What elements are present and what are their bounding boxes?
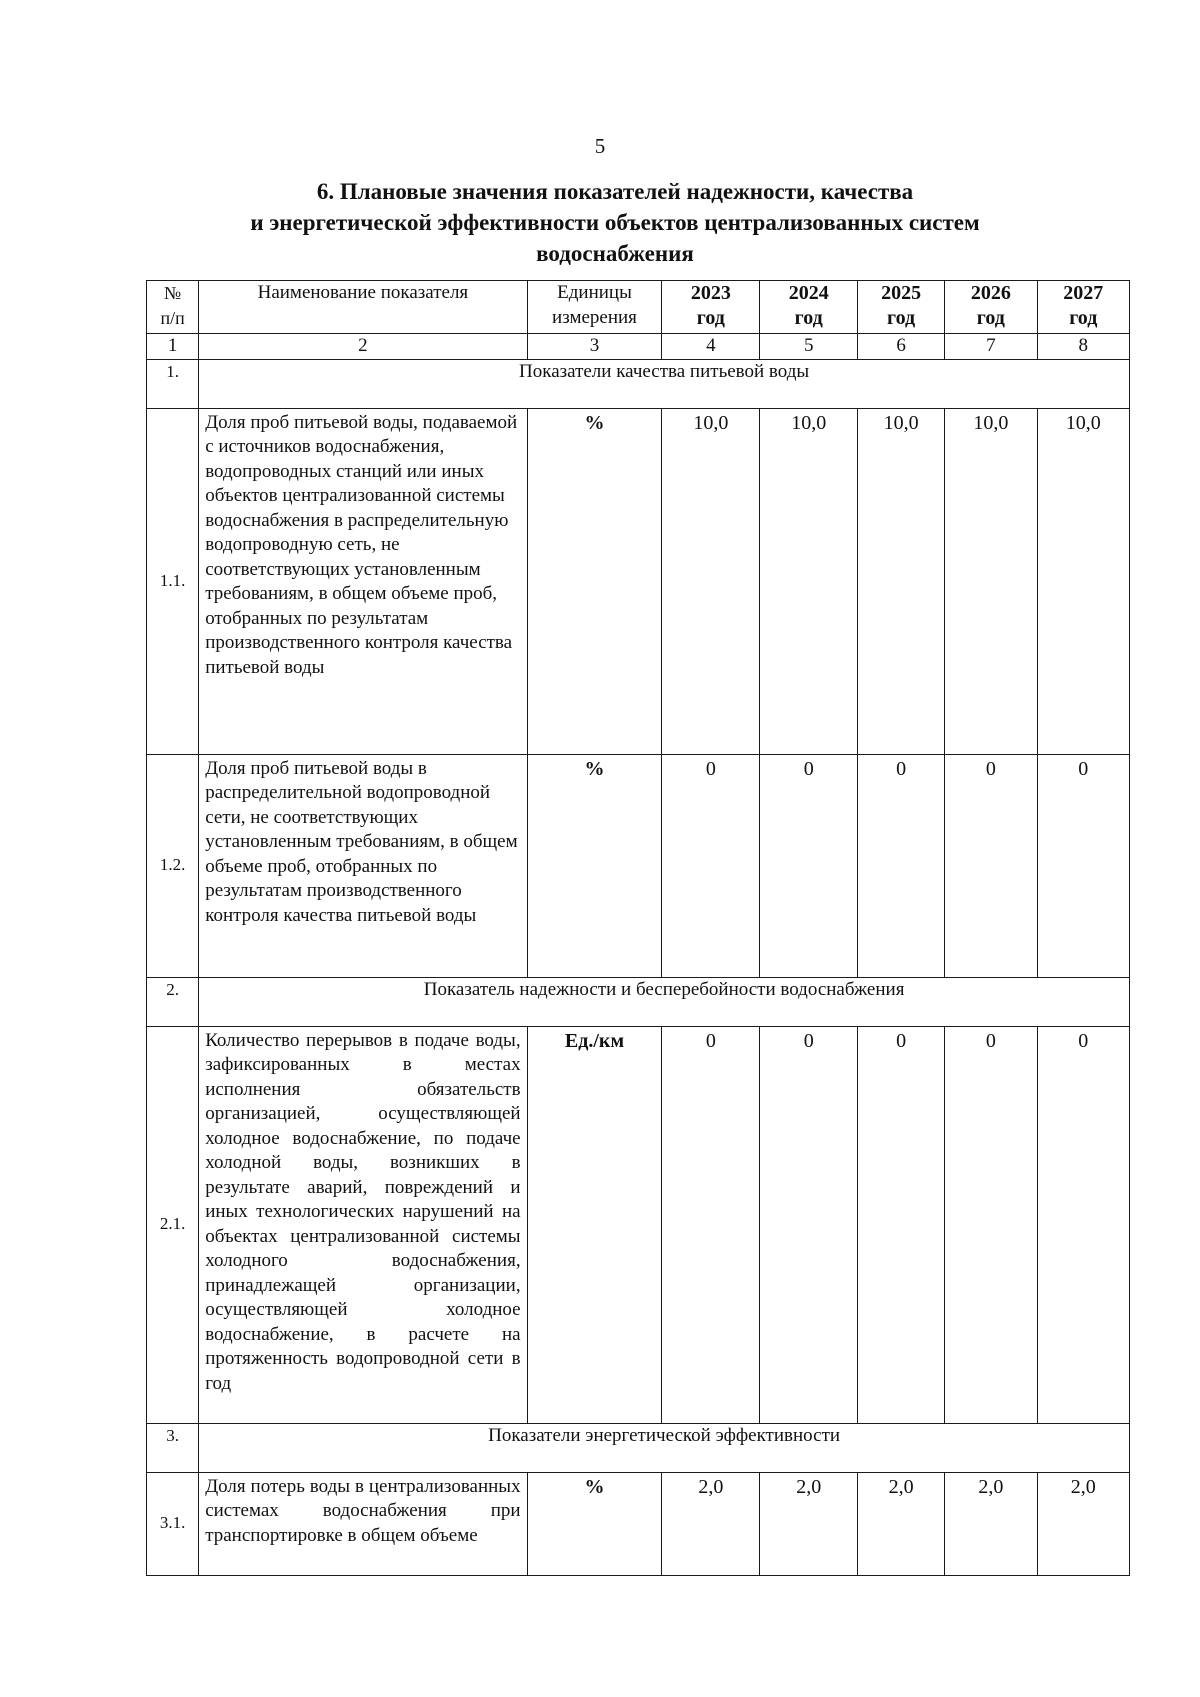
- title-line-3: водоснабжения: [536, 241, 694, 266]
- table-row: [147, 408, 1130, 754]
- indicator-name: Количество перерывов в подаче воды, зафиксированных в местах исполнения обязательств организацией, осуществляющей холодное водоснабжение, по подаче холодной воды, возникших в результате аварий, повреждений и иных технологических нарушений на объектах централизованной системы холодного водоснабжения, принадлежащей организации, осуществляющей холодное водоснабжение, в расчете на протяженность водопроводной сети в год: [199, 1026, 527, 1423]
- column-number: 4: [662, 334, 760, 360]
- indicators-table: [146, 280, 1130, 1576]
- value-2023: 10,0: [662, 408, 760, 754]
- value-2024: 2,0: [760, 1472, 858, 1575]
- table-row: [147, 1026, 1130, 1423]
- header-year-2025: 2025 год: [858, 281, 945, 334]
- value-2025: 0: [858, 1026, 945, 1423]
- value-2026: 2,0: [945, 1472, 1037, 1575]
- section-row: [147, 1423, 1130, 1472]
- section-row: [147, 977, 1130, 1026]
- indicator-unit: Ед./км: [527, 1026, 662, 1423]
- table-row: [147, 1472, 1130, 1575]
- section-number: 2.: [147, 977, 199, 1026]
- column-number: 3: [527, 334, 662, 360]
- indicator-unit: %: [527, 1472, 662, 1575]
- column-number: 2: [199, 334, 527, 360]
- value-2024: 0: [760, 1026, 858, 1423]
- indicator-name: Доля проб питьевой воды, подаваемой с источников водоснабжения, водопроводных станций или иных объектов централизованной системы водоснабжения в распределительную водопроводную сеть, не соответствующих установленным требованиям, в общем объеме проб, отобранных по результатам производственного контроля качества питьевой воды: [199, 408, 527, 754]
- title-line-1: 6. Плановые значения показателей надежности, качества: [316, 179, 914, 204]
- header-number: № п/п: [147, 281, 199, 334]
- value-2026: 0: [945, 1026, 1037, 1423]
- section-title: Показатели энергетической эффективности: [199, 1423, 1130, 1472]
- value-2023: 0: [662, 1026, 760, 1423]
- value-2026: 10,0: [945, 408, 1037, 754]
- value-2024: 0: [760, 754, 858, 977]
- value-2023: 0: [662, 754, 760, 977]
- header-name: Наименование показателя: [199, 281, 527, 334]
- section-number: 3.: [147, 1423, 199, 1472]
- indicator-unit: %: [527, 754, 662, 977]
- value-2027: 10,0: [1037, 408, 1129, 754]
- row-number: 1.1.: [147, 408, 199, 754]
- title-line-2: и энергетической эффективности объектов централизованных систем: [250, 210, 980, 235]
- value-2027: 2,0: [1037, 1472, 1129, 1575]
- row-number: 2.1.: [147, 1026, 199, 1423]
- document-title: [150, 176, 1080, 269]
- value-2027: 0: [1037, 1026, 1129, 1423]
- table-header-row: [147, 281, 1130, 334]
- column-number: 6: [858, 334, 945, 360]
- column-number: 1: [147, 334, 199, 360]
- indicator-name: Доля потерь воды в централизованных системах водоснабжения при транспортировке в общем объеме: [199, 1472, 527, 1575]
- value-2025: 2,0: [858, 1472, 945, 1575]
- value-2026: 0: [945, 754, 1037, 977]
- column-number: 7: [945, 334, 1037, 360]
- table-row: [147, 754, 1130, 977]
- row-number: 1.2.: [147, 754, 199, 977]
- indicator-unit: %: [527, 408, 662, 754]
- section-title: Показатели качества питьевой воды: [199, 359, 1130, 408]
- value-2027: 0: [1037, 754, 1129, 977]
- column-number-row: [147, 334, 1130, 360]
- header-year-2027: 2027 год: [1037, 281, 1129, 334]
- section-row: [147, 359, 1130, 408]
- indicator-name: Доля проб питьевой воды в распределительной водопроводной сети, не соответствующих установленным требованиям, в общем объеме проб, отобранных по результатам производственного контроля качества питьевой воды: [199, 754, 527, 977]
- column-number: 8: [1037, 334, 1129, 360]
- section-title: Показатель надежности и бесперебойности водоснабжения: [199, 977, 1130, 1026]
- column-number: 5: [760, 334, 858, 360]
- value-2024: 10,0: [760, 408, 858, 754]
- value-2025: 10,0: [858, 408, 945, 754]
- header-unit: Единицы измерения: [527, 281, 662, 334]
- header-year-2023: 2023 год: [662, 281, 760, 334]
- header-year-2024: 2024 год: [760, 281, 858, 334]
- value-2023: 2,0: [662, 1472, 760, 1575]
- page-number: 5: [594, 134, 606, 158]
- row-number: 3.1.: [147, 1472, 199, 1575]
- value-2025: 0: [858, 754, 945, 977]
- section-number: 1.: [147, 359, 199, 408]
- header-year-2026: 2026 год: [945, 281, 1037, 334]
